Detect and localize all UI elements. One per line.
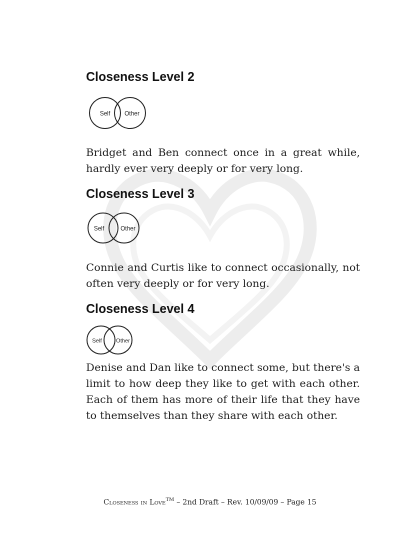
section-paragraph: Denise and Dan like to connect some, but there's a limit to how deep they like to get with each other. Each of them has more of their life that they have to themselves than they share with each other.	[86, 362, 360, 422]
venn-other-label: Other	[116, 338, 130, 345]
venn-diagram-level-4	[86, 324, 136, 356]
section-paragraph: Bridget and Ben connect once in a great while, hardly ever very deeply or for very long.	[86, 147, 360, 175]
footer-trademark: TM	[165, 497, 175, 503]
footer-details: – 2nd Draft – Rev. 10/09/09 – Page 15	[174, 497, 317, 507]
venn-self-label: Self	[93, 226, 105, 233]
section-paragraph: Connie and Curtis like to connect occasionally, not often very deeply or for very long.	[86, 262, 360, 290]
footer-book-title: Closeness in Love	[103, 497, 166, 507]
venn-diagram-level-2	[86, 96, 150, 130]
section-heading: Closeness Level 3	[86, 187, 195, 201]
venn-self-label: Self	[92, 338, 102, 345]
page-footer	[0, 497, 420, 506]
venn-diagram-level-3	[86, 211, 144, 245]
section-heading: Closeness Level 2	[86, 70, 195, 84]
venn-other-label: Other	[120, 226, 136, 233]
venn-other-label: Other	[124, 111, 140, 118]
section-heading: Closeness Level 4	[86, 302, 195, 316]
venn-self-label: Self	[99, 111, 111, 118]
